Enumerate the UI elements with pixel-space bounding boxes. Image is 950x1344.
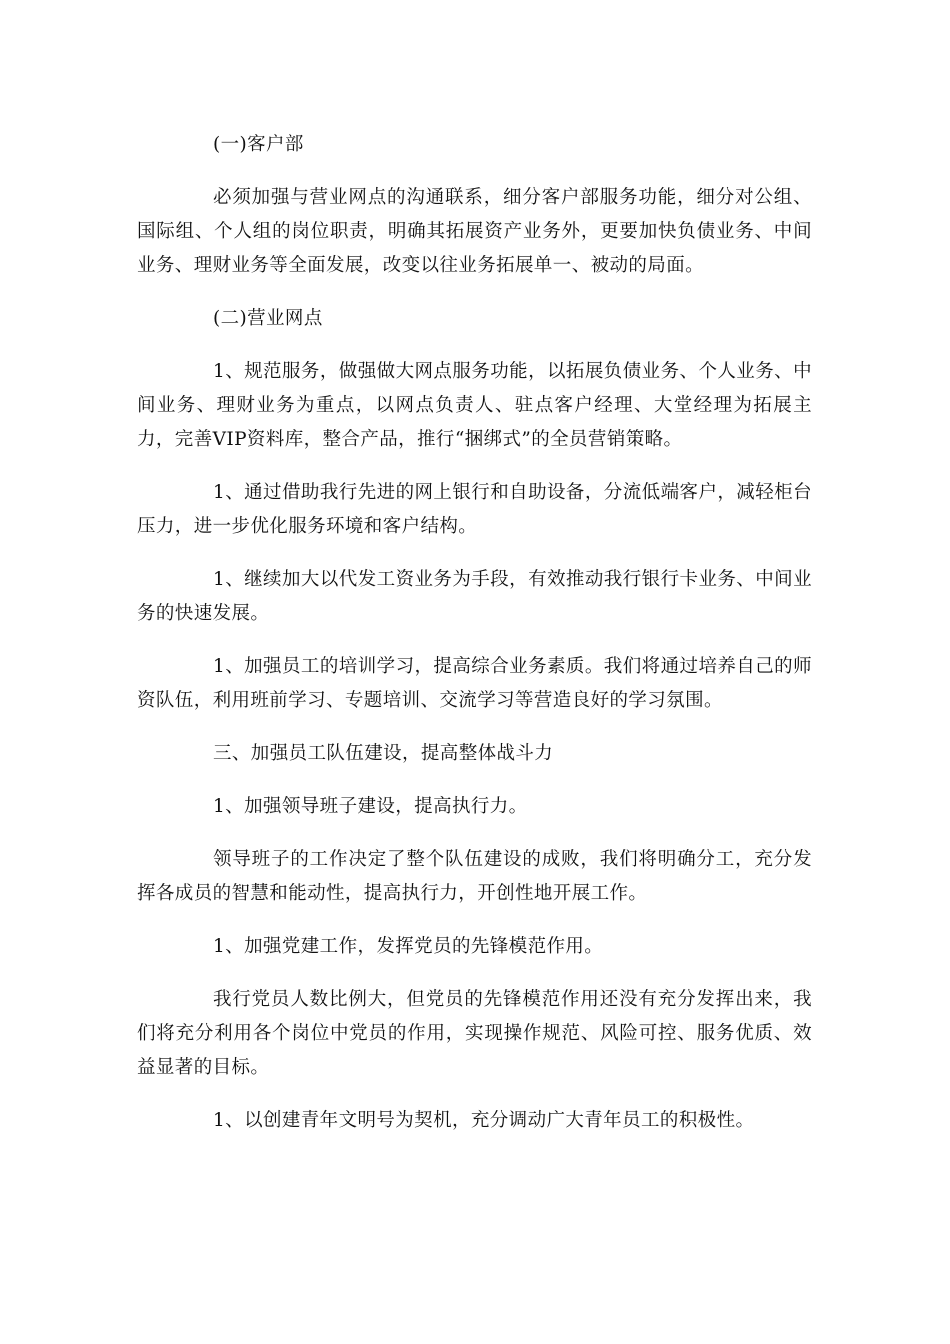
section-heading-customer-department: (一)客户部 [213, 134, 304, 155]
list-item-online-banking: 1、通过借助我行先进的网上银行和自助设备，分流低端客户，减轻柜台压力，进一步优化服务环境和客户结构。 [137, 482, 812, 537]
section-heading-team-building: 三、加强员工队伍建设，提高整体战斗力 [213, 743, 554, 764]
document-page [137, 128, 812, 1157]
section-heading-business-outlets: (二)营业网点 [213, 308, 323, 329]
paragraph-party-building-body: 我行党员人数比例大，但党员的先锋模范作用还没有充分发挥出来，我们将充分利用各个岗位中党员的作用，实现操作规范、风险可控、服务优质、效益显著的目标。 [137, 989, 812, 1078]
list-item-youth-civilization: 1、以创建青年文明号为契机，充分调动广大青年员工的积极性。 [213, 1110, 755, 1131]
list-item-payroll-business: 1、继续加大以代发工资业务为手段，有效推动我行银行卡业务、中间业务的快速发展。 [137, 569, 812, 624]
list-item-leadership: 1、加强领导班子建设，提高执行力。 [213, 796, 528, 817]
list-item-staff-training: 1、加强员工的培训学习，提高综合业务素质。我们将通过培养自己的师资队伍，利用班前学习、专题培训、交流学习等营造良好的学习氛围。 [137, 656, 812, 711]
paragraph-customer-department-body: 必须加强与营业网点的沟通联系，细分客户部服务功能，细分对公组、国际组、个人组的岗位职责，明确其拓展资产业务外，更要加快负债业务、中间业务、理财业务等全面发展，改变以往业务拓展单一、被动的局面。 [137, 187, 812, 276]
list-item-party-building: 1、加强党建工作，发挥党员的先锋模范作用。 [213, 936, 604, 957]
paragraph-leadership-body: 领导班子的工作决定了整个队伍建设的成败，我们将明确分工，充分发挥各成员的智慧和能动性，提高执行力，开创性地开展工作。 [137, 849, 812, 904]
list-item-standardize-service: 1、规范服务，做强做大网点服务功能，以拓展负债业务、个人业务、中间业务、理财业务为重点，以网点负责人、驻点客户经理、大堂经理为拓展主力，完善VIP资料库，整合产品，推行“捆绑式”的全员营销策略。 [137, 361, 812, 450]
